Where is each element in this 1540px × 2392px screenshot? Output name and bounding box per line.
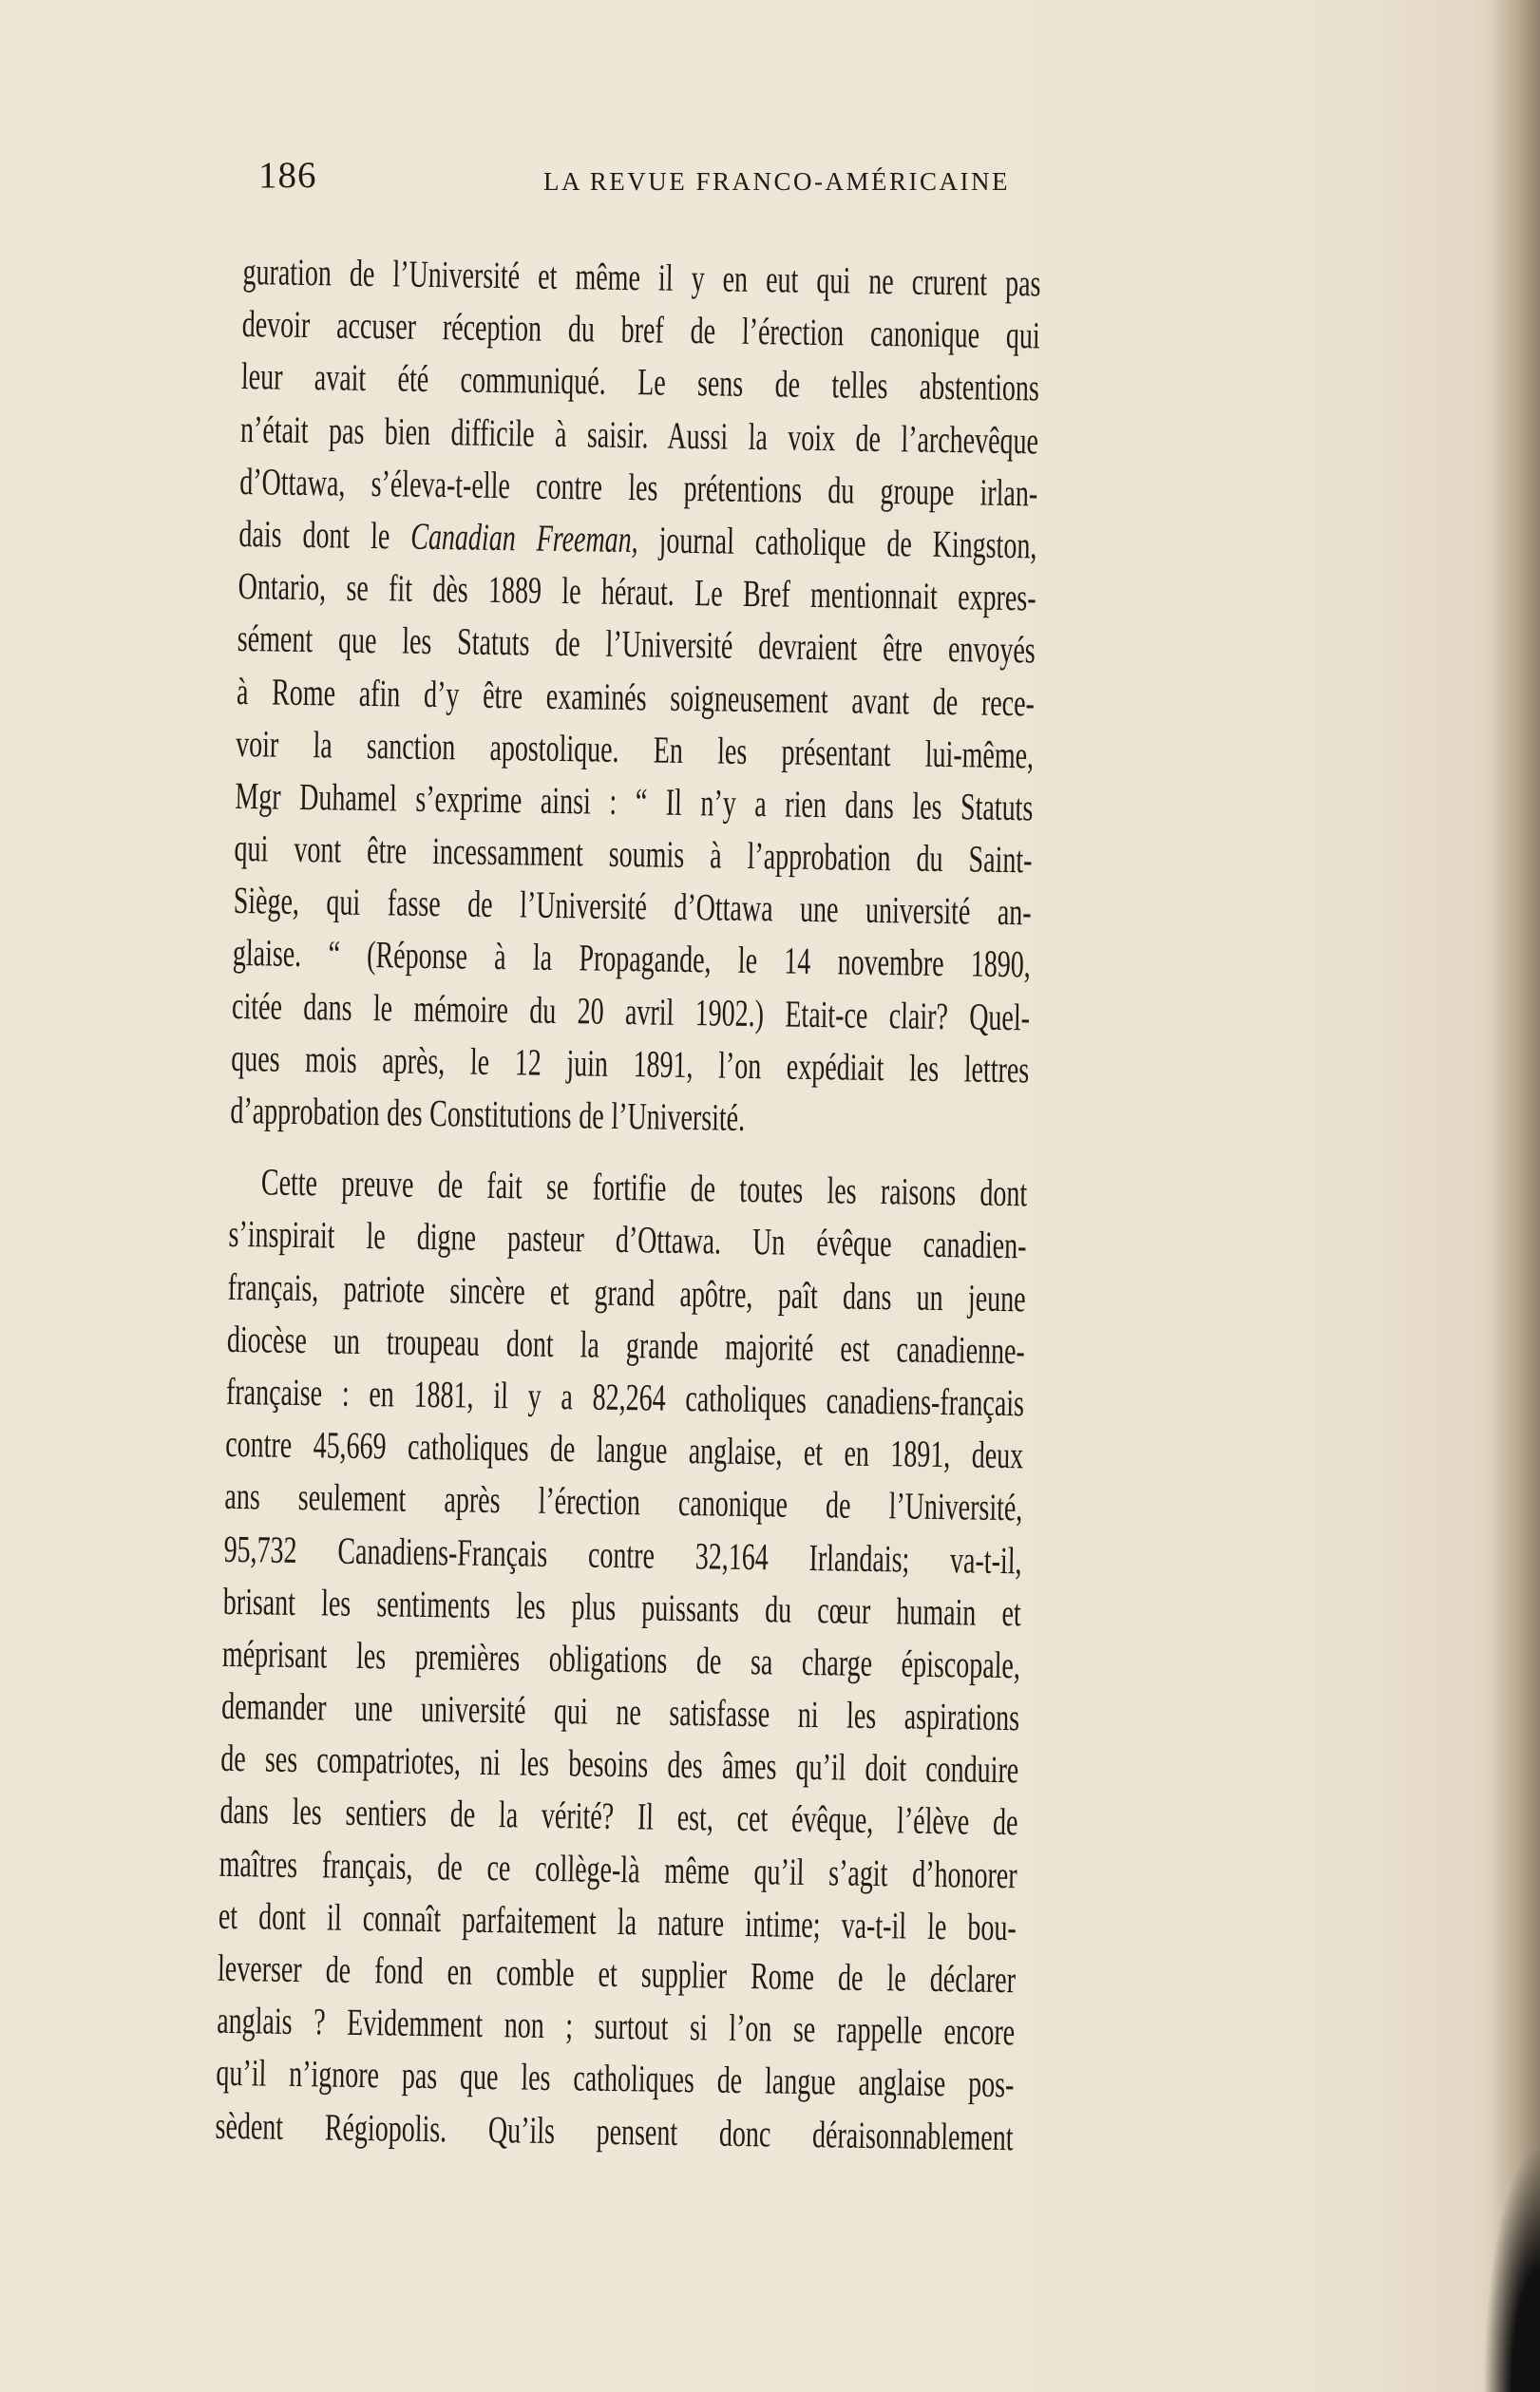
text-line: leur avait été communiqué. Le sens de telles abstentions — [240, 354, 1040, 409]
text-line: ans seulement après l’érection canonique de l’Université, — [224, 1474, 1023, 1529]
text-line: Siège, qui fasse de l’Université d’Ottawa une université an- — [233, 879, 1033, 934]
text-line: Cette preuve de fait se fortifie de toutes les raisons dont — [260, 1160, 1028, 1215]
spine-shadow — [1491, 0, 1540, 2392]
body-text — [215, 245, 1383, 2168]
text-line: guration de l’Université et même il y en eut qui ne crurent pas — [242, 249, 1041, 305]
paragraph-1 — [230, 245, 1383, 1153]
text-line: méprisant les premières obligations de sa charge épiscopale, — [221, 1631, 1021, 1687]
text-line: Mgr Duhamel s’exprime ainsi : “ Il n’y a rien dans les Statuts — [235, 773, 1034, 829]
text-line: glaise. “ (Réponse à la Propagande, le 14 novembre 1890, — [232, 931, 1032, 986]
text-line: à Rome afin d’y être examinés soigneusement avant de rece- — [236, 669, 1036, 724]
text-line: brisant les sentiments les plus puissants du cœur humain et — [222, 1579, 1022, 1634]
text-segment: journal catholique de Kingston, — [637, 518, 1037, 567]
running-head — [258, 154, 1104, 211]
text-segment: dais dont le — [238, 511, 411, 558]
text-line: devoir accuser réception du bref de l’érection canonique qui — [241, 302, 1041, 357]
running-title: LA REVUE FRANCO-AMÉRICAINE — [543, 167, 1011, 196]
text-line: d’approbation des Constitutions de l’Université. — [230, 1088, 746, 1139]
text-line: leverser de fond en comble et supplier Rome de le déclarer — [217, 1946, 1017, 2002]
text-line: contre 45,669 catholiques de langue anglaise, et en 1891, deux — [224, 1421, 1024, 1477]
text-line: citée dans le mémoire du 20 avril 1902.) Etait-ce clair? Quel- — [231, 983, 1031, 1038]
text-line: d’Ottawa, s’éleva-t-elle contre les prétentions du groupe irlan- — [238, 459, 1038, 515]
text-line: de ses compatriotes, ni les besoins des âmes qu’il doit conduire — [220, 1737, 1019, 1792]
text-line: 95,732 Canadiens-Français contre 32,164 Irlandais; va-t-il, — [223, 1527, 1022, 1582]
text-line: maîtres français, de ce collège-là même qu’il s’agit d’honorer — [219, 1841, 1017, 1896]
spine-edge — [1483, 2145, 1540, 2392]
text-line: sèdent Régiopolis. Qu’ils pensent donc déraisonnablement — [215, 2103, 1014, 2158]
text-line: qui vont être incessamment soumis à l’approbation du Saint- — [234, 826, 1033, 882]
text-line: français, patriote sincère et grand apôtre, paît dans un jeune — [227, 1264, 1026, 1319]
page-number: 186 — [258, 155, 317, 196]
text-line: Ontario, se fit dès 1889 le héraut. Le Bref mentionnait expres- — [238, 564, 1036, 619]
text-line: n’était pas bien difficile à saisir. Aussi la voix de l’archevêque — [239, 407, 1039, 462]
newspaper-title: Canadian Freeman, — [410, 514, 639, 561]
text-line: française : en 1881, il y a 82,264 catholiques canadiens-français — [225, 1369, 1025, 1425]
text-line: qu’il n’ignore pas que les catholiques de langue anglaise pos- — [216, 2051, 1015, 2106]
paragraph-2 — [215, 1155, 1369, 2168]
text-line: sément que les Statuts de l’Université devraient être envoyés — [237, 617, 1036, 672]
text-line: anglais ? Evidemment non ; surtout si l’on se rappelle encore — [216, 1998, 1016, 2054]
text-line: dans les sentiers de la vérité? Il est, cet évêque, l’élève de — [219, 1789, 1018, 1844]
text-line: demander une université qui ne satisfasse ni les aspirations — [220, 1683, 1020, 1739]
text-line: et dont il connaît parfaitement la nature intime; va-t-il le bou- — [218, 1893, 1017, 1949]
text-line: s’inspirait le digne pasteur d’Ottawa. Un évêque canadien- — [228, 1212, 1027, 1267]
text-line: ques mois après, le 12 juin 1891, l’on expédiait les lettres — [230, 1035, 1030, 1092]
text-line: voir la sanction apostolique. En les présentant lui-même, — [235, 721, 1035, 777]
text-line: diocèse un troupeau dont la grande majorité est canadienne- — [226, 1317, 1026, 1373]
